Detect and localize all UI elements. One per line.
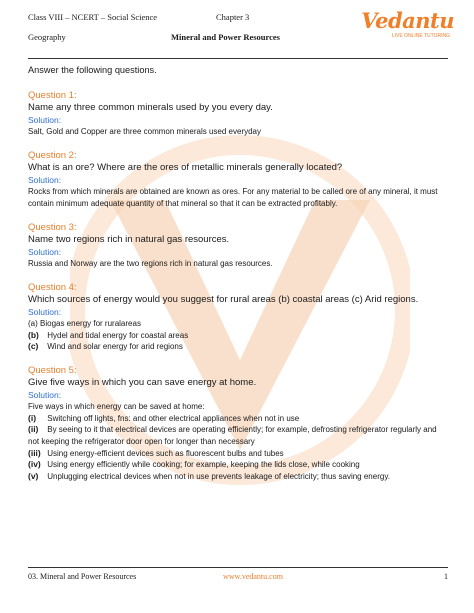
question-label: Question 3: xyxy=(28,222,77,233)
answer-item xyxy=(28,413,448,425)
question-text: Name two regions rich in natural gas resources. xyxy=(28,234,230,245)
item-marker: (ii) xyxy=(28,424,39,435)
question-block-4 xyxy=(28,282,448,353)
page-number: 1 xyxy=(444,572,448,581)
item-marker: (i) xyxy=(28,412,37,423)
page-header xyxy=(28,8,454,58)
answer-item-text: (a) Biogas energy for ruralareas xyxy=(28,319,141,328)
question-text: Give five ways in which you can save energy at home. xyxy=(28,376,257,388)
answer-text: Russia and Norway are the two regions rich in natural gas resources. xyxy=(28,259,273,268)
answer-text: Salt, Gold and Copper are three common minerals used everyday xyxy=(28,127,262,136)
logo-tagline: LIVE ONLINE TUTORING xyxy=(391,33,450,39)
answer-item xyxy=(28,341,448,353)
page-footer xyxy=(28,572,448,586)
answer-text: Rocks from which minerals are obtained are known as ores. For any material to be called ore of any mineral, it must contain minimum adequate quantity of that mineral so that it can be extracted profitably. xyxy=(28,187,438,208)
question-block-5 xyxy=(28,365,448,483)
solution-label: Solution: xyxy=(28,247,62,257)
item-marker: (iii) xyxy=(28,447,41,458)
question-block-3 xyxy=(28,222,448,270)
solution-label: Solution: xyxy=(28,175,62,185)
solution-label: Solution: xyxy=(28,115,62,125)
question-label: Question 5: xyxy=(28,364,77,376)
answer-item xyxy=(28,330,448,342)
item-marker: (b) xyxy=(28,329,39,340)
question-text: What is an ore? Where are the ores of metallic minerals generally located? xyxy=(28,162,343,173)
header-divider xyxy=(28,58,448,59)
question-text: Name any three common minerals used by you every day. xyxy=(28,102,273,113)
answer-item-text: By seeing to it that electrical devices are operating efficiently; for example, defrosting refrigerator regularly and not keeping the refrigerator door open for longer than necessary xyxy=(28,425,437,446)
answer-item xyxy=(28,448,448,460)
question-label: Question 1: xyxy=(28,90,77,101)
answer-item-text: Using energy-efficient devices such as fluorescent bulbs and tubes xyxy=(47,448,284,458)
intro-text: Answer the following questions. xyxy=(28,65,157,75)
question-label: Question 2: xyxy=(28,150,77,161)
page-content xyxy=(28,64,448,494)
subject-label: Geography xyxy=(28,32,66,42)
logo-text: Vedantu xyxy=(361,8,454,33)
footer-website-link[interactable]: www.vedantu.com xyxy=(223,572,283,581)
question-text: Which sources of energy would you suggest for rural areas (b) coastal areas (c) Arid regions. xyxy=(28,294,419,305)
answer-lead: Five ways in which energy can be saved at home: xyxy=(28,401,205,411)
item-marker: (v) xyxy=(28,470,39,481)
answer-item xyxy=(28,459,448,471)
question-block-2 xyxy=(28,150,448,210)
answer-item-text: Using energy efficiently while cooking; for example, keeping the lids close, while cooking xyxy=(47,460,360,470)
answer-item xyxy=(28,471,448,483)
footer-chapter-label: 03. Mineral and Power Resources xyxy=(28,572,137,581)
item-marker: (iv) xyxy=(28,459,41,470)
answer-item-text: Unplugging electrical devices when not in use prevents leakage of electricity; thus saving energy. xyxy=(47,471,390,481)
class-subject-label: Class VIII – NCERT – Social Science xyxy=(28,12,158,22)
question-label: Question 4: xyxy=(28,282,77,293)
item-marker: (c) xyxy=(28,341,39,352)
answer-item xyxy=(28,318,448,330)
chapter-label: Chapter 3 xyxy=(216,12,250,22)
solution-label: Solution: xyxy=(28,307,62,317)
vedantu-logo xyxy=(361,8,454,48)
solution-label: Solution: xyxy=(28,389,62,400)
answer-item-text: Wind and solar energy for arid regions xyxy=(47,342,183,352)
footer-divider xyxy=(28,567,448,568)
answer-item xyxy=(28,424,448,447)
answer-item-text: Hydel and tidal energy for coastal areas xyxy=(47,330,189,340)
question-block-1 xyxy=(28,90,448,138)
chapter-title: Mineral and Power Resources xyxy=(171,32,280,42)
answer-item-text: Switching off lights, fns: and other electrical appliances when not in use xyxy=(47,413,300,423)
